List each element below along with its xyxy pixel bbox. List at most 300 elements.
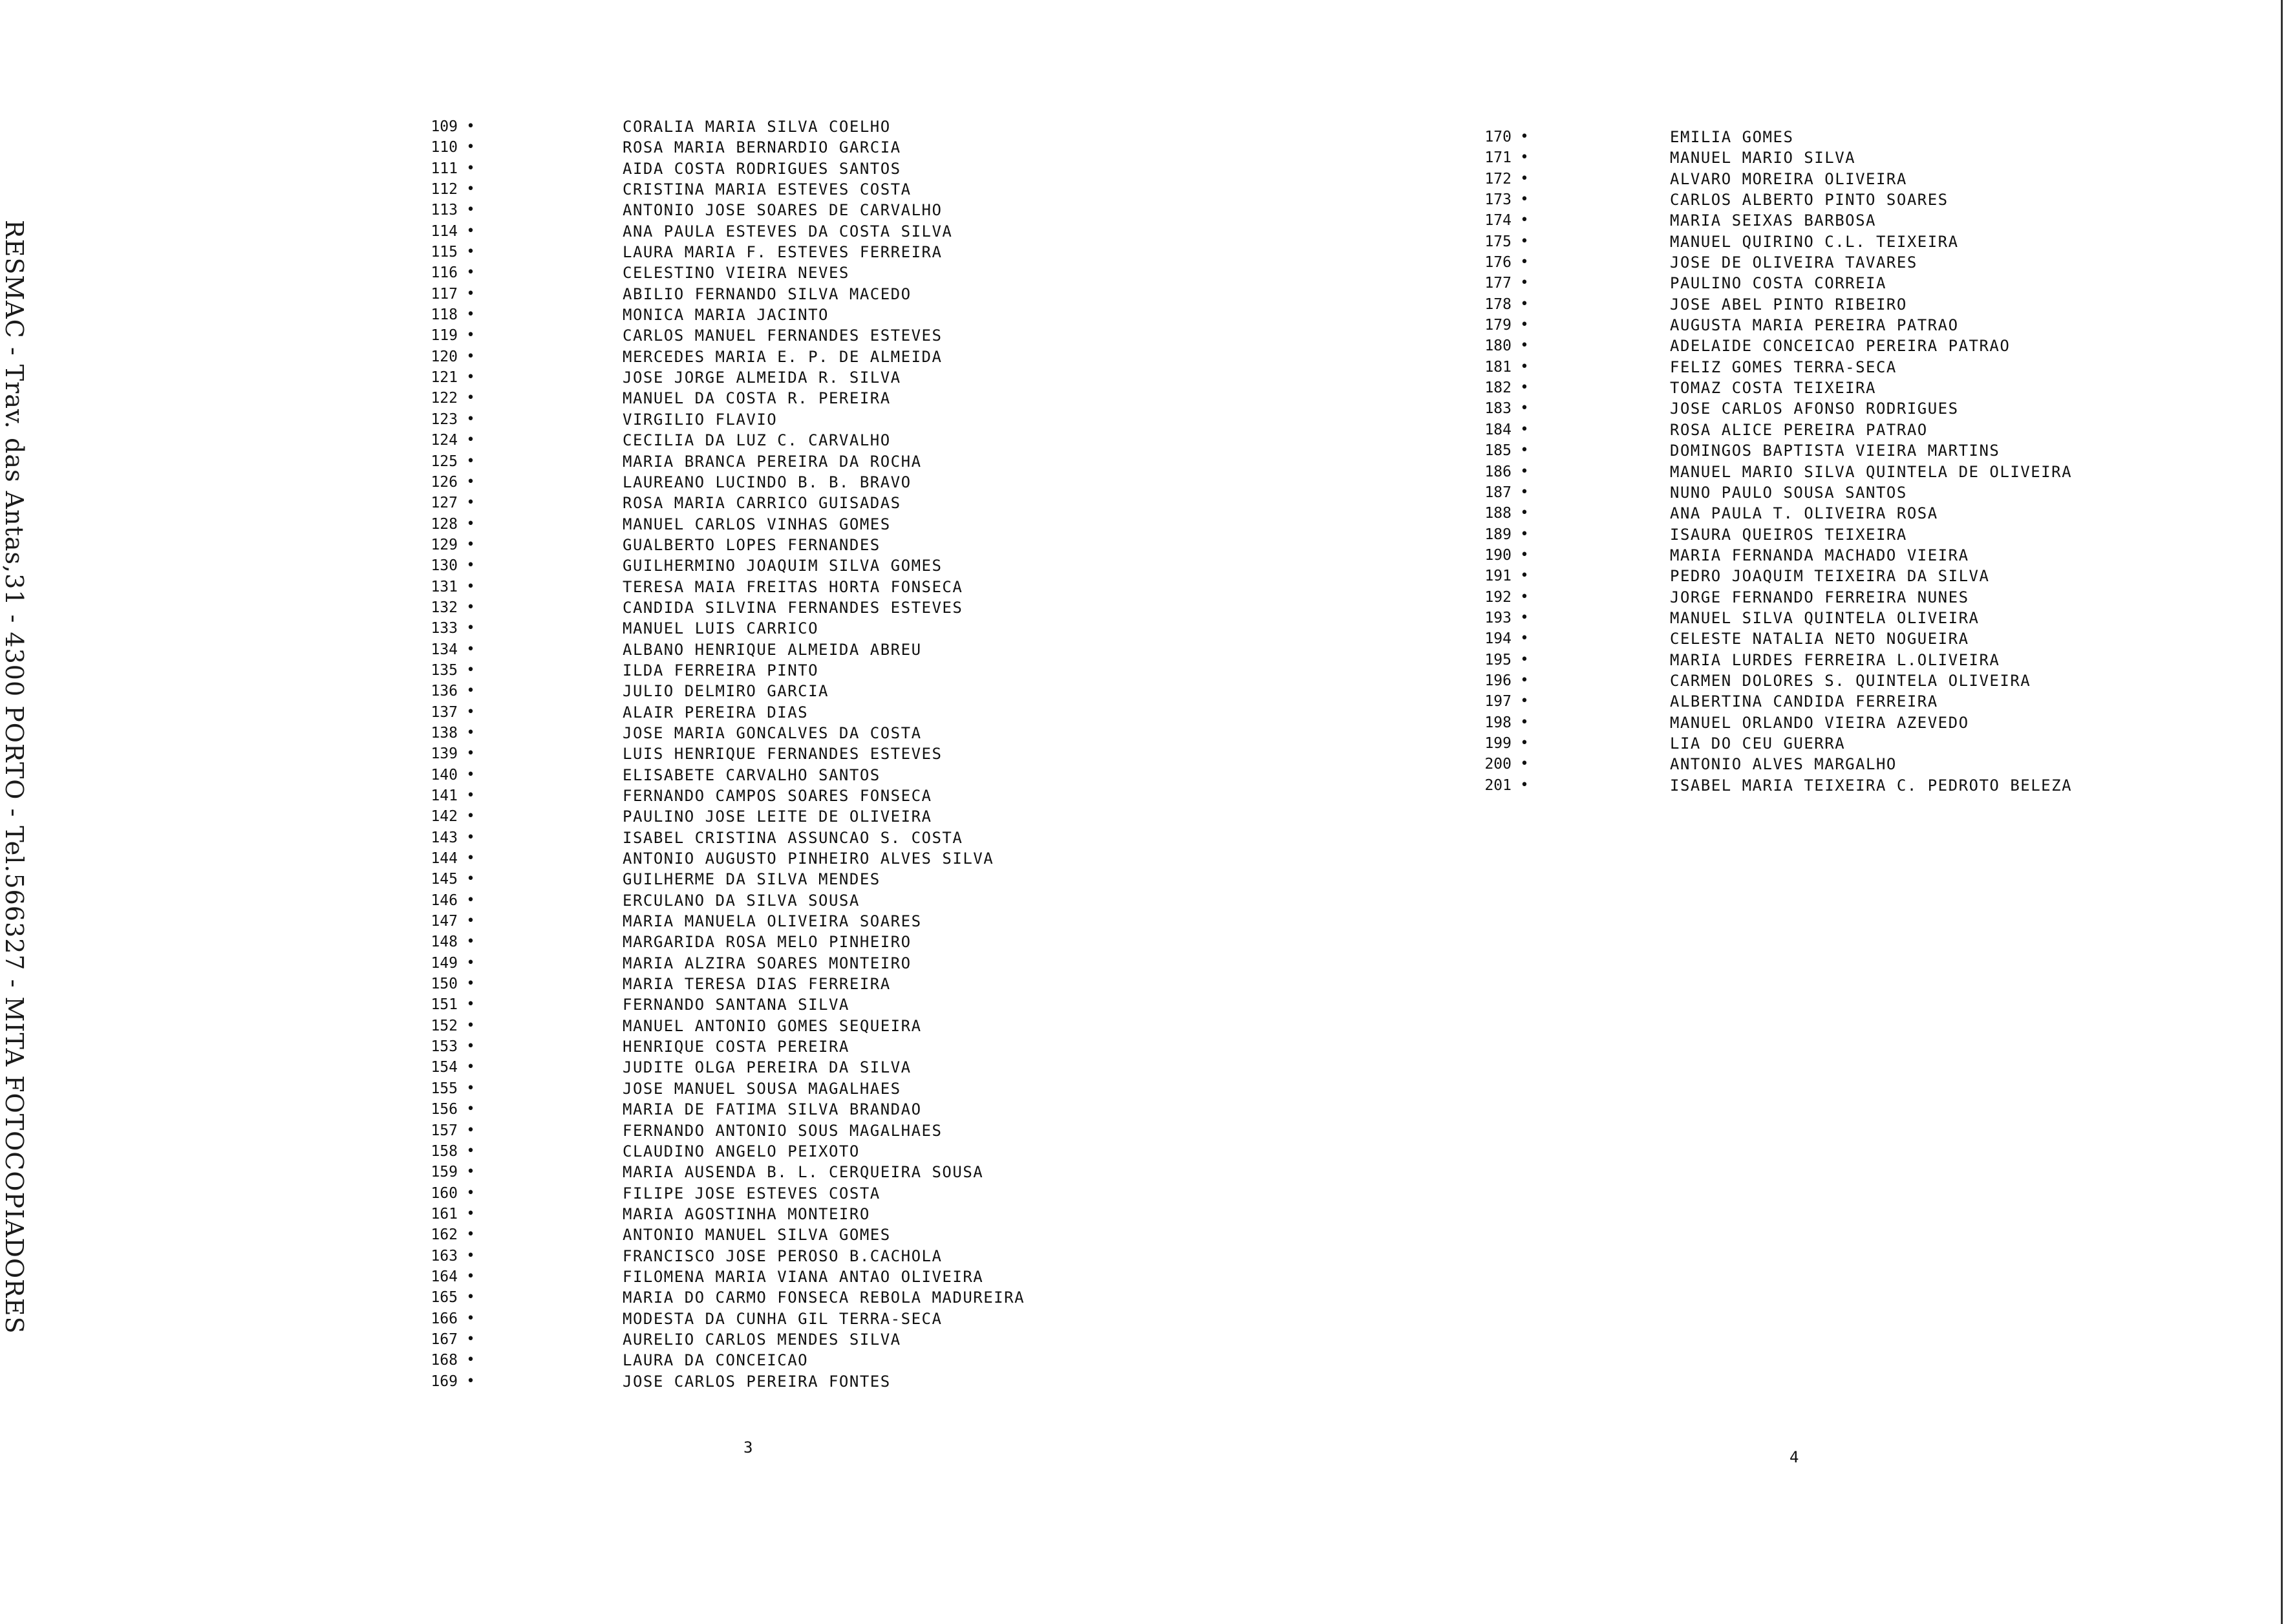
person-name: JOSE CARLOS AFONSO RODRIGUES bbox=[1670, 400, 1959, 418]
bullet-icon: • bbox=[466, 599, 475, 615]
right-name-list bbox=[1416, 127, 2072, 796]
bullet-icon: • bbox=[466, 432, 475, 449]
bullet-icon: • bbox=[466, 369, 475, 386]
item-number: 122 bbox=[431, 390, 458, 407]
person-name: ANTONIO ALVES MARGALHO bbox=[1670, 755, 1897, 774]
person-name: LUIS HENRIQUE FERNANDES ESTEVES bbox=[623, 745, 943, 764]
person-name: MARIA LURDES FERREIRA L.OLIVEIRA bbox=[1670, 650, 2000, 669]
list-item bbox=[362, 430, 1025, 451]
person-name: TERESA MAIA FREITAS HORTA FONSECA bbox=[623, 577, 963, 596]
item-number: 186 bbox=[1484, 463, 1512, 480]
list-item bbox=[1416, 503, 2072, 524]
list-item bbox=[1416, 733, 2072, 754]
list-item bbox=[362, 1266, 1025, 1287]
bullet-icon: • bbox=[466, 1289, 475, 1306]
list-item bbox=[362, 806, 1025, 827]
item-number: 173 bbox=[1484, 191, 1512, 209]
person-name: MANUEL CARLOS VINHAS GOMES bbox=[623, 515, 891, 533]
person-name: ILDA FERREIRA PINTO bbox=[623, 661, 819, 679]
person-name: ISABEL CRISTINA ASSUNCAO S. COSTA bbox=[623, 828, 963, 847]
person-name: MONICA MARIA JACINTO bbox=[623, 306, 829, 325]
person-name: FILIPE JOSE ESTEVES COSTA bbox=[623, 1184, 881, 1202]
person-name: CARMEN DOLORES S. QUINTELA OLIVEIRA bbox=[1670, 671, 2031, 690]
person-name: ANTONIO JOSE SOARES DE CARVALHO bbox=[623, 201, 943, 220]
list-item bbox=[362, 1371, 1025, 1392]
bullet-icon: • bbox=[466, 808, 475, 825]
bullet-icon: • bbox=[466, 1205, 475, 1222]
person-name: ROSA MARIA CARRICO GUISADAS bbox=[623, 494, 901, 513]
item-number: 115 bbox=[431, 244, 458, 261]
person-name: LIA DO CEU GUERRA bbox=[1670, 734, 1846, 753]
bullet-icon: • bbox=[1520, 546, 1529, 563]
item-number: 188 bbox=[1484, 505, 1512, 522]
item-number: 174 bbox=[1484, 212, 1512, 230]
person-name: MARIA SEIXAS BARBOSA bbox=[1670, 211, 1876, 230]
person-name: ANTONIO MANUEL SILVA GOMES bbox=[623, 1226, 891, 1245]
bullet-icon: • bbox=[466, 1142, 475, 1159]
bullet-icon: • bbox=[466, 745, 475, 762]
bullet-icon: • bbox=[1520, 212, 1529, 229]
list-item bbox=[362, 1036, 1025, 1057]
item-number: 164 bbox=[431, 1268, 458, 1285]
bullet-icon: • bbox=[466, 1268, 475, 1285]
list-item bbox=[362, 785, 1025, 806]
list-item bbox=[362, 869, 1025, 890]
bullet-icon: • bbox=[466, 515, 475, 532]
person-name: LAUREANO LUCINDO B. B. BRAVO bbox=[623, 473, 912, 491]
person-name: NUNO PAULO SOUSA SANTOS bbox=[1670, 483, 1907, 502]
bullet-icon: • bbox=[466, 139, 475, 156]
bullet-icon: • bbox=[1520, 734, 1529, 751]
item-number: 184 bbox=[1484, 421, 1512, 438]
item-number: 125 bbox=[431, 453, 458, 470]
item-number: 167 bbox=[431, 1330, 458, 1348]
list-item bbox=[362, 1246, 1025, 1266]
person-name: MANUEL QUIRINO C.L. TEIXEIRA bbox=[1670, 232, 1959, 251]
bullet-icon: • bbox=[1520, 756, 1529, 773]
item-number: 150 bbox=[431, 976, 458, 993]
bullet-icon: • bbox=[466, 850, 475, 867]
item-number: 119 bbox=[431, 327, 458, 345]
bullet-icon: • bbox=[466, 285, 475, 302]
bullet-icon: • bbox=[466, 892, 475, 908]
person-name: FELIZ GOMES TERRA-SECA bbox=[1670, 358, 1897, 376]
list-item bbox=[1416, 524, 2072, 545]
list-item bbox=[362, 347, 1025, 367]
person-name: FERNANDO ANTONIO SOUS MAGALHAES bbox=[623, 1121, 943, 1140]
bullet-icon: • bbox=[1520, 693, 1529, 710]
item-number: 193 bbox=[1484, 609, 1512, 626]
list-item bbox=[362, 723, 1025, 743]
person-name: MARIA ALZIRA SOARES MONTEIRO bbox=[623, 954, 912, 972]
bullet-icon: • bbox=[466, 411, 475, 427]
person-name: MANUEL SILVA QUINTELA OLIVEIRA bbox=[1670, 608, 1980, 627]
item-number: 160 bbox=[431, 1184, 458, 1202]
item-number: 134 bbox=[431, 641, 458, 658]
item-number: 114 bbox=[431, 222, 458, 240]
person-name: MARIA DO CARMO FONSECA REBOLA MADUREIRA bbox=[623, 1288, 1025, 1307]
item-number: 143 bbox=[431, 829, 458, 846]
bullet-icon: • bbox=[466, 306, 475, 323]
item-number: 178 bbox=[1484, 295, 1512, 313]
person-name: ANA PAULA ESTEVES DA COSTA SILVA bbox=[623, 222, 953, 240]
item-number: 159 bbox=[431, 1164, 458, 1181]
list-item bbox=[1416, 189, 2072, 210]
item-number: 196 bbox=[1484, 672, 1512, 689]
person-name: ALVARO MOREIRA OLIVEIRA bbox=[1670, 169, 1907, 188]
bullet-icon: • bbox=[1520, 254, 1529, 271]
bullet-icon: • bbox=[1520, 588, 1529, 605]
item-number: 110 bbox=[431, 139, 458, 156]
bullet-icon: • bbox=[1520, 776, 1529, 793]
bullet-icon: • bbox=[466, 578, 475, 595]
item-number: 200 bbox=[1484, 756, 1512, 773]
item-number: 127 bbox=[431, 495, 458, 512]
list-item bbox=[362, 828, 1025, 848]
list-item bbox=[362, 1057, 1025, 1078]
list-item bbox=[362, 493, 1025, 513]
item-number: 116 bbox=[431, 264, 458, 282]
item-number: 183 bbox=[1484, 400, 1512, 418]
list-item bbox=[362, 681, 1025, 701]
person-name: ANA PAULA T. OLIVEIRA ROSA bbox=[1670, 504, 1938, 523]
item-number: 140 bbox=[431, 766, 458, 784]
person-name: PAULINO COSTA CORREIA bbox=[1670, 274, 1886, 293]
person-name: JORGE FERNANDO FERREIRA NUNES bbox=[1670, 588, 1969, 606]
bullet-icon: • bbox=[1520, 714, 1529, 731]
bullet-icon: • bbox=[1520, 568, 1529, 584]
item-number: 195 bbox=[1484, 651, 1512, 668]
list-item bbox=[362, 1141, 1025, 1162]
person-name: LAURA MARIA F. ESTEVES FERREIRA bbox=[623, 243, 943, 262]
bullet-icon: • bbox=[466, 1059, 475, 1076]
item-number: 157 bbox=[431, 1122, 458, 1139]
bullet-icon: • bbox=[466, 871, 475, 888]
bullet-icon: • bbox=[1520, 358, 1529, 375]
list-item bbox=[362, 953, 1025, 974]
item-number: 153 bbox=[431, 1038, 458, 1056]
item-number: 135 bbox=[431, 661, 458, 679]
list-item bbox=[362, 743, 1025, 764]
list-item bbox=[362, 221, 1025, 242]
bullet-icon: • bbox=[466, 996, 475, 1013]
bullet-icon: • bbox=[466, 1184, 475, 1201]
person-name: VIRGILIO FLAVIO bbox=[623, 410, 778, 429]
list-item bbox=[1416, 420, 2072, 440]
bullet-icon: • bbox=[1520, 630, 1529, 647]
bullet-icon: • bbox=[466, 1247, 475, 1264]
person-name: PAULINO JOSE LEITE DE OLIVEIRA bbox=[623, 807, 932, 826]
list-item bbox=[362, 974, 1025, 994]
list-item bbox=[362, 388, 1025, 409]
person-name: MANUEL ORLANDO VIEIRA AZEVEDO bbox=[1670, 713, 1969, 732]
list-item bbox=[1416, 273, 2072, 294]
list-item bbox=[362, 1350, 1025, 1371]
bullet-icon: • bbox=[1520, 442, 1529, 459]
bullet-icon: • bbox=[466, 453, 475, 469]
bullet-icon: • bbox=[466, 1373, 475, 1389]
person-name: MANUEL MARIO SILVA bbox=[1670, 149, 1856, 167]
list-item bbox=[362, 116, 1025, 137]
item-number: 189 bbox=[1484, 526, 1512, 543]
item-number: 163 bbox=[431, 1247, 458, 1265]
bullet-icon: • bbox=[1520, 191, 1529, 208]
list-item bbox=[362, 765, 1025, 785]
person-name: MARIA MANUELA OLIVEIRA SOARES bbox=[623, 912, 922, 931]
item-number: 117 bbox=[431, 285, 458, 303]
list-item bbox=[362, 179, 1025, 200]
person-name: CECILIA DA LUZ C. CARVALHO bbox=[623, 431, 891, 450]
item-number: 169 bbox=[431, 1373, 458, 1390]
item-number: 201 bbox=[1484, 776, 1512, 794]
bullet-icon: • bbox=[466, 1122, 475, 1138]
list-item bbox=[1416, 357, 2072, 378]
item-number: 168 bbox=[431, 1352, 458, 1369]
bullet-icon: • bbox=[466, 1101, 475, 1118]
bullet-icon: • bbox=[466, 390, 475, 407]
list-item bbox=[362, 1224, 1025, 1245]
list-item bbox=[1416, 462, 2072, 482]
person-name: AURELIO CARLOS MENDES SILVA bbox=[623, 1330, 901, 1349]
person-name: JOSE MANUEL SOUSA MAGALHAES bbox=[623, 1079, 901, 1098]
item-number: 141 bbox=[431, 787, 458, 804]
bullet-icon: • bbox=[466, 1226, 475, 1243]
item-number: 151 bbox=[431, 996, 458, 1014]
bullet-icon: • bbox=[1520, 400, 1529, 417]
bullet-icon: • bbox=[1520, 170, 1529, 187]
item-number: 129 bbox=[431, 536, 458, 553]
list-item bbox=[362, 242, 1025, 262]
person-name: FRANCISCO JOSE PEROSO B.CACHOLA bbox=[623, 1246, 943, 1265]
list-item bbox=[1416, 775, 2072, 796]
bullet-icon: • bbox=[466, 473, 475, 490]
item-number: 133 bbox=[431, 620, 458, 637]
person-name: ALBANO HENRIQUE ALMEIDA ABREU bbox=[623, 640, 922, 659]
item-number: 187 bbox=[1484, 484, 1512, 501]
bullet-icon: • bbox=[466, 683, 475, 700]
person-name: CELESTE NATALIA NETO NOGUEIRA bbox=[1670, 630, 1969, 648]
item-number: 194 bbox=[1484, 630, 1512, 648]
list-item bbox=[362, 618, 1025, 639]
list-item bbox=[1416, 169, 2072, 189]
person-name: ISABEL MARIA TEIXEIRA C. PEDROTO BELEZA bbox=[1670, 776, 2073, 795]
bullet-icon: • bbox=[466, 244, 475, 261]
item-number: 149 bbox=[431, 954, 458, 972]
item-number: 145 bbox=[431, 871, 458, 888]
list-item bbox=[1416, 608, 2072, 628]
bullet-icon: • bbox=[466, 118, 475, 134]
item-number: 158 bbox=[431, 1142, 458, 1160]
person-name: MARGARIDA ROSA MELO PINHEIRO bbox=[623, 933, 912, 952]
person-name: MERCEDES MARIA E. P. DE ALMEIDA bbox=[623, 347, 943, 366]
bullet-icon: • bbox=[466, 1017, 475, 1034]
list-item bbox=[362, 1309, 1025, 1329]
list-item bbox=[1416, 440, 2072, 461]
list-item bbox=[362, 994, 1025, 1015]
list-item bbox=[1416, 398, 2072, 419]
list-item bbox=[362, 639, 1025, 660]
item-number: 113 bbox=[431, 202, 458, 219]
bullet-icon: • bbox=[1520, 609, 1529, 626]
list-item bbox=[362, 577, 1025, 597]
item-number: 197 bbox=[1484, 693, 1512, 710]
item-number: 155 bbox=[431, 1080, 458, 1097]
list-item bbox=[362, 325, 1025, 346]
list-item bbox=[362, 911, 1025, 932]
item-number: 162 bbox=[431, 1226, 458, 1244]
bullet-icon: • bbox=[466, 913, 475, 930]
list-item bbox=[362, 1183, 1025, 1204]
item-number: 148 bbox=[431, 934, 458, 951]
item-number: 190 bbox=[1484, 546, 1512, 564]
page-number-left: 3 bbox=[743, 1438, 753, 1457]
item-number: 111 bbox=[431, 160, 458, 177]
item-number: 198 bbox=[1484, 714, 1512, 731]
bullet-icon: • bbox=[1520, 129, 1529, 145]
list-item bbox=[1416, 670, 2072, 691]
list-item bbox=[1416, 378, 2072, 398]
bullet-icon: • bbox=[466, 264, 475, 281]
bullet-icon: • bbox=[1520, 421, 1529, 438]
list-item bbox=[362, 409, 1025, 430]
item-number: 172 bbox=[1484, 170, 1512, 187]
list-item bbox=[362, 284, 1025, 304]
bullet-icon: • bbox=[1520, 526, 1529, 542]
bullet-icon: • bbox=[466, 348, 475, 365]
list-item bbox=[362, 890, 1025, 911]
list-item bbox=[362, 848, 1025, 869]
person-name: MARIA DE FATIMA SILVA BRANDAO bbox=[623, 1100, 922, 1119]
person-name: JOSE CARLOS PEREIRA FONTES bbox=[623, 1372, 891, 1391]
bullet-icon: • bbox=[466, 202, 475, 219]
person-name: MARIA BRANCA PEREIRA DA ROCHA bbox=[623, 452, 922, 471]
side-stamp bbox=[0, 0, 45, 1624]
person-name: JUDITE OLGA PEREIRA DA SILVA bbox=[623, 1058, 912, 1077]
bullet-icon: • bbox=[466, 536, 475, 553]
bullet-icon: • bbox=[466, 661, 475, 678]
person-name: ADELAIDE CONCEICAO PEREIRA PATRAO bbox=[1670, 337, 2011, 356]
list-item bbox=[362, 1016, 1025, 1036]
list-item bbox=[362, 1078, 1025, 1099]
item-number: 136 bbox=[431, 683, 458, 700]
bullet-icon: • bbox=[1520, 275, 1529, 292]
list-item bbox=[1416, 294, 2072, 315]
list-item bbox=[362, 555, 1025, 576]
bullet-icon: • bbox=[466, 976, 475, 992]
item-number: 126 bbox=[431, 473, 458, 491]
item-number: 176 bbox=[1484, 254, 1512, 272]
bullet-icon: • bbox=[466, 160, 475, 176]
bullet-icon: • bbox=[1520, 463, 1529, 480]
person-name: ERCULANO DA SILVA SOUSA bbox=[623, 891, 860, 910]
list-item bbox=[1416, 754, 2072, 775]
person-name: MARIA AGOSTINHA MONTEIRO bbox=[623, 1204, 870, 1223]
item-number: 191 bbox=[1484, 568, 1512, 585]
list-item bbox=[362, 514, 1025, 535]
item-number: 121 bbox=[431, 369, 458, 387]
person-name: MARIA FERNANDA MACHADO VIEIRA bbox=[1670, 546, 1969, 564]
list-item bbox=[362, 367, 1025, 388]
person-name: MANUEL MARIO SILVA QUINTELA DE OLIVEIRA bbox=[1670, 462, 2073, 481]
list-item bbox=[1416, 712, 2072, 733]
person-name: ALBERTINA CANDIDA FERREIRA bbox=[1670, 692, 1938, 711]
item-number: 139 bbox=[431, 745, 458, 763]
person-name: ABILIO FERNANDO SILVA MACEDO bbox=[623, 284, 912, 303]
list-item bbox=[1416, 210, 2072, 231]
person-name: CARLOS ALBERTO PINTO SOARES bbox=[1670, 191, 1949, 209]
item-number: 112 bbox=[431, 181, 458, 198]
person-name: MARIA AUSENDA B. L. CERQUEIRA SOUSA bbox=[623, 1163, 984, 1182]
list-item bbox=[362, 535, 1025, 555]
item-number: 118 bbox=[431, 306, 458, 324]
item-number: 144 bbox=[431, 850, 458, 868]
list-item bbox=[1416, 147, 2072, 168]
person-name: HENRIQUE COSTA PEREIRA bbox=[623, 1038, 849, 1056]
list-item bbox=[1416, 650, 2072, 670]
side-stamp-text: RESMAC - Trav. das Antas,31 - 4300 PORTO - Tel.566327 - MITA FOTOCOPIADORES bbox=[0, 220, 28, 1334]
person-name: MODESTA DA CUNHA GIL TERRA-SECA bbox=[623, 1309, 943, 1328]
person-name: LAURA DA CONCEICAO bbox=[623, 1351, 809, 1370]
item-number: 182 bbox=[1484, 379, 1512, 397]
list-item bbox=[1416, 482, 2072, 503]
list-item bbox=[362, 660, 1025, 681]
bullet-icon: • bbox=[466, 766, 475, 783]
person-name: JOSE MARIA GONCALVES DA COSTA bbox=[623, 723, 922, 742]
bullet-icon: • bbox=[1520, 505, 1529, 522]
item-number: 181 bbox=[1484, 358, 1512, 376]
person-name: CARLOS MANUEL FERNANDES ESTEVES bbox=[623, 326, 943, 345]
item-number: 179 bbox=[1484, 317, 1512, 334]
person-name: FILOMENA MARIA VIANA ANTAO OLIVEIRA bbox=[623, 1267, 984, 1286]
bullet-icon: • bbox=[1520, 337, 1529, 354]
list-item bbox=[1416, 628, 2072, 649]
bullet-icon: • bbox=[1520, 651, 1529, 668]
person-name: PEDRO JOAQUIM TEIXEIRA DA SILVA bbox=[1670, 567, 1990, 586]
list-item bbox=[1416, 315, 2072, 336]
person-name: ROSA MARIA BERNARDIO GARCIA bbox=[623, 138, 901, 157]
left-name-list bbox=[362, 116, 1025, 1392]
item-number: 192 bbox=[1484, 588, 1512, 606]
bullet-icon: • bbox=[1520, 233, 1529, 250]
bullet-icon: • bbox=[466, 222, 475, 239]
bullet-icon: • bbox=[466, 829, 475, 846]
list-item bbox=[362, 304, 1025, 325]
item-number: 171 bbox=[1484, 149, 1512, 167]
item-number: 185 bbox=[1484, 442, 1512, 460]
bullet-icon: • bbox=[466, 327, 475, 344]
bullet-icon: • bbox=[466, 557, 475, 574]
bullet-icon: • bbox=[1520, 672, 1529, 689]
bullet-icon: • bbox=[1520, 149, 1529, 166]
person-name: CLAUDINO ANGELO PEIXOTO bbox=[623, 1142, 860, 1160]
bullet-icon: • bbox=[1520, 317, 1529, 334]
person-name: MANUEL ANTONIO GOMES SEQUEIRA bbox=[623, 1016, 922, 1035]
bullet-icon: • bbox=[466, 1310, 475, 1327]
bullet-icon: • bbox=[466, 1352, 475, 1369]
person-name: ROSA ALICE PEREIRA PATRAO bbox=[1670, 420, 1928, 439]
item-number: 199 bbox=[1484, 734, 1512, 752]
list-item bbox=[362, 451, 1025, 472]
bullet-icon: • bbox=[1520, 295, 1529, 312]
person-name: FERNANDO SANTANA SILVA bbox=[623, 996, 849, 1014]
person-name: GUILHERMINO JOAQUIM SILVA GOMES bbox=[623, 557, 943, 575]
person-name: JOSE JORGE ALMEIDA R. SILVA bbox=[623, 369, 901, 387]
list-item bbox=[362, 1120, 1025, 1141]
list-item bbox=[362, 1204, 1025, 1224]
bullet-icon: • bbox=[466, 1080, 475, 1096]
person-name: GUILHERME DA SILVA MENDES bbox=[623, 870, 881, 889]
list-item bbox=[1416, 231, 2072, 252]
